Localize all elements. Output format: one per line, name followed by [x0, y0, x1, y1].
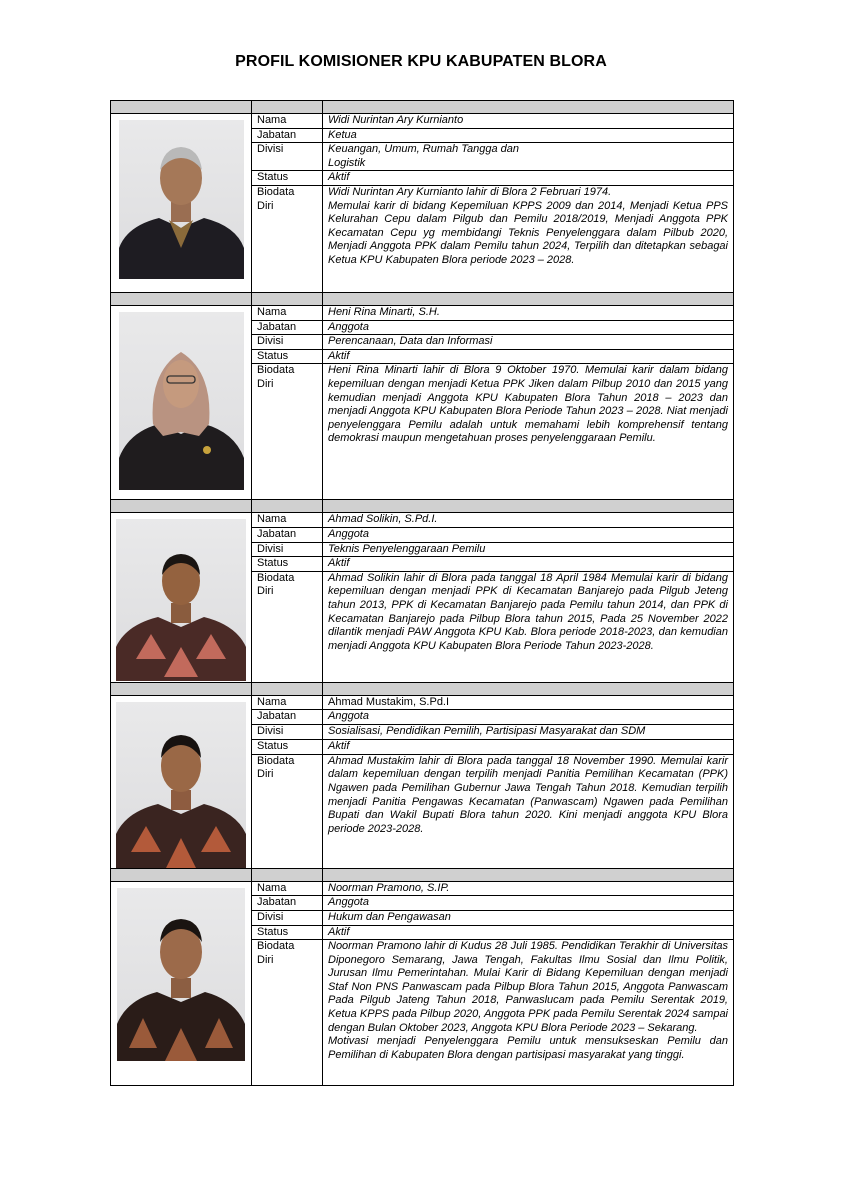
member-division: Sosialisasi, Pendidikan Pemilih, Partisipasi Masyarakat dan SDM	[323, 725, 734, 740]
label-divisi: Divisi	[252, 725, 323, 740]
label-status: Status	[252, 171, 323, 186]
bio-paragraph: Noorman Pramono lahir di Kudus 28 Juli 1985. Pendidikan Terakhir di Universitas Diponegoro Semarang, Jawa Tengah, Fakultas Ilmu Sosial dan Ilmu Politik, Jurusan Ilmu Pemerintahan. Mulai Karir di Bidang Kepemiluan dengan menjadi Staf Non PNS Panwascam pada Pilbup Blora Tahun 2015, Anggota Panwascam Pada Pilgub Jateng Tahun 2018, Panwaslucam pada Pemilu Serentak 2019, Ketua KPPS pada Pilbup 2020, Anggota PPK pada Pemilu Serentak 2024 sampai dengan Bulan Oktober 2023, Anggota KPU Blora Periode 2023 – Sekarang.	[328, 940, 728, 1034]
label-biodata-line: Diri	[257, 585, 274, 598]
member-name: Ahmad Solikin, S.Pd.I.	[323, 513, 734, 528]
separator-row	[111, 682, 734, 695]
member-photo	[117, 888, 245, 1061]
photo-cell	[111, 513, 252, 682]
bio-paragraph: Ahmad Mustakim lahir di Blora pada tanggal 18 November 1990. Memulai karir dalam kepemiluan dengan terpilih menjadi Panitia Pemilihan Kecamatan (PPK) Ngawen pada Pemilihan Gubernur Jawa Tengah Tahun 2018. Kemudian terpilih menjadi Panitia Pengawas Kecamatan (Panwascam) Ngawen pada Pemilihan Bupati dan Wakil Bupati Blora tahun 2020. Kini menjadi anggota KPU Blora periode 2023-2028.	[328, 754, 728, 835]
label-nama: Nama	[252, 881, 323, 896]
division-line: Keuangan, Umum, Rumah Tangga dan	[328, 143, 519, 156]
member-division	[323, 143, 734, 171]
label-biodata-line: Diri	[257, 199, 274, 212]
label-nama: Nama	[252, 513, 323, 528]
member-biography	[323, 185, 734, 292]
label-divisi: Divisi	[252, 910, 323, 925]
label-nama: Nama	[252, 114, 323, 129]
member-division: Hukum dan Pengawasan	[323, 910, 734, 925]
member-name: Widi Nurintan Ary Kurnianto	[323, 114, 734, 129]
label-biodata-line: Diri	[257, 953, 274, 966]
label-jabatan: Jabatan	[252, 128, 323, 143]
member-position: Anggota	[323, 710, 734, 725]
label-jabatan: Jabatan	[252, 710, 323, 725]
member-photo	[119, 120, 244, 279]
label-biodata	[252, 364, 323, 500]
table-row	[111, 513, 734, 528]
separator-row	[111, 500, 734, 513]
label-biodata-line: Biodata	[257, 754, 295, 767]
member-biography	[323, 940, 734, 1086]
label-divisi: Divisi	[252, 143, 323, 171]
photo-cell	[111, 695, 252, 868]
label-status: Status	[252, 925, 323, 940]
table-row	[111, 305, 734, 320]
label-divisi: Divisi	[252, 335, 323, 350]
member-name: Heni Rina Minarti, S.H.	[323, 305, 734, 320]
label-biodata	[252, 185, 323, 292]
label-jabatan: Jabatan	[252, 896, 323, 911]
label-biodata-line: Biodata	[257, 940, 295, 953]
profile-table	[110, 100, 734, 1086]
label-jabatan: Jabatan	[252, 527, 323, 542]
label-nama: Nama	[252, 305, 323, 320]
member-division: Perencanaan, Data dan Informasi	[323, 335, 734, 350]
division-line: Logistik	[328, 156, 366, 169]
member-status: Aktif	[323, 739, 734, 754]
table-row	[111, 881, 734, 896]
separator-row	[111, 101, 734, 114]
member-status: Aktif	[323, 557, 734, 572]
page-title: PROFIL KOMISIONER KPU KABUPATEN BLORA	[235, 53, 607, 70]
member-status: Aktif	[323, 925, 734, 940]
table-row	[111, 114, 734, 129]
label-nama: Nama	[252, 695, 323, 710]
photo-cell	[111, 881, 252, 1085]
bio-paragraph: Ahmad Solikin lahir di Blora pada tanggal 18 April 1984 Memulai karir di bidang kepemiluan dengan menjadi PPK di Kecamatan Banjarejo pada Pilgub Jeteng tahun 2013, PPK di Kecamatan Banjarejo pada Pemilu tahun 2014, dan PPK di Kecamatan Banjarejo pada Pilbup Blora tahun 2015, Pada 25 November 2022 dilantik menjadi PAW Anggota KPU Kab. Blora periode 2018-2023, dan kemudian menjadi Anggota KPU Kabupaten Blora Periode Tahun 2023-2028.	[328, 571, 728, 652]
label-jabatan: Jabatan	[252, 320, 323, 335]
member-photo	[116, 519, 246, 681]
member-biography	[323, 754, 734, 868]
label-status: Status	[252, 739, 323, 754]
member-position: Anggota	[323, 527, 734, 542]
bio-paragraph: Heni Rina Minarti lahir di Blora 9 Oktober 1970. Memulai karir dalam bidang kepemiluan dengan menjadi Ketua PPK Jiken dalam Pilbup 2010 dan 2015 yang kemudian menjadi Anggota KPU Kabupaten Blora Tahun 2018 – 2023 dan menjadi Anggota KPU Kabupaten Blora Periode Tahun 2023 – 2028. Niat menjadi penyelenggara Pemilu adalah untuk memahami lebih komprehensif tentang demokrasi maupun mengetahuan proses penyelenggaraan Pemilu.	[328, 364, 728, 445]
label-status: Status	[252, 349, 323, 364]
separator-row	[111, 292, 734, 305]
member-photo	[116, 702, 246, 868]
member-name: Noorman Pramono, S.IP.	[323, 881, 734, 896]
member-name: Ahmad Mustakim, S.Pd.I	[323, 695, 734, 710]
member-biography	[323, 364, 734, 500]
photo-cell	[111, 114, 252, 293]
member-status: Aktif	[323, 349, 734, 364]
table-row	[111, 695, 734, 710]
label-status: Status	[252, 557, 323, 572]
member-status: Aktif	[323, 171, 734, 186]
label-biodata	[252, 571, 323, 682]
bio-paragraph: Motivasi menjadi Penyelenggara Pemilu untuk mensukseskan Pemilu dan Pemilihan di Kabupaten Blora dengan partisipasi masyarakat yang tinggi.	[328, 1035, 728, 1061]
photo-cell	[111, 305, 252, 499]
label-biodata-line: Diri	[257, 377, 274, 390]
label-biodata-line: Biodata	[257, 185, 295, 198]
bio-paragraph: Memulai karir di bidang Kepemiluan KPPS 2009 dan 2014, Menjadi Ketua PPS Kelurahan Cepu dalam Pilgub dan Pemilu 2018/2019, Menjadi Anggota PPK Kecamatan Cepu yg membidangi Teknis Penyelenggara dalam Pilbub 2020, Menjadi Anggota PPK dalam Pemilu tahun 2024, Terpilih dan ditetapkan sebagai Ketua KPU Kabupaten Blora periode 2023 – 2028.	[328, 199, 728, 266]
member-position: Anggota	[323, 896, 734, 911]
member-biography	[323, 571, 734, 682]
label-biodata-line: Biodata	[257, 571, 295, 584]
member-division: Teknis Penyelenggaraan Pemilu	[323, 542, 734, 557]
member-position: Anggota	[323, 320, 734, 335]
separator-row	[111, 868, 734, 881]
label-biodata-line: Diri	[257, 768, 274, 781]
label-divisi: Divisi	[252, 542, 323, 557]
label-biodata	[252, 754, 323, 868]
label-biodata-line: Biodata	[257, 364, 295, 377]
member-position: Ketua	[323, 128, 734, 143]
bio-paragraph: Widi Nurintan Ary Kurnianto lahir di Blora 2 Februari 1974.	[328, 185, 612, 198]
label-biodata	[252, 940, 323, 1086]
member-photo	[119, 312, 244, 490]
